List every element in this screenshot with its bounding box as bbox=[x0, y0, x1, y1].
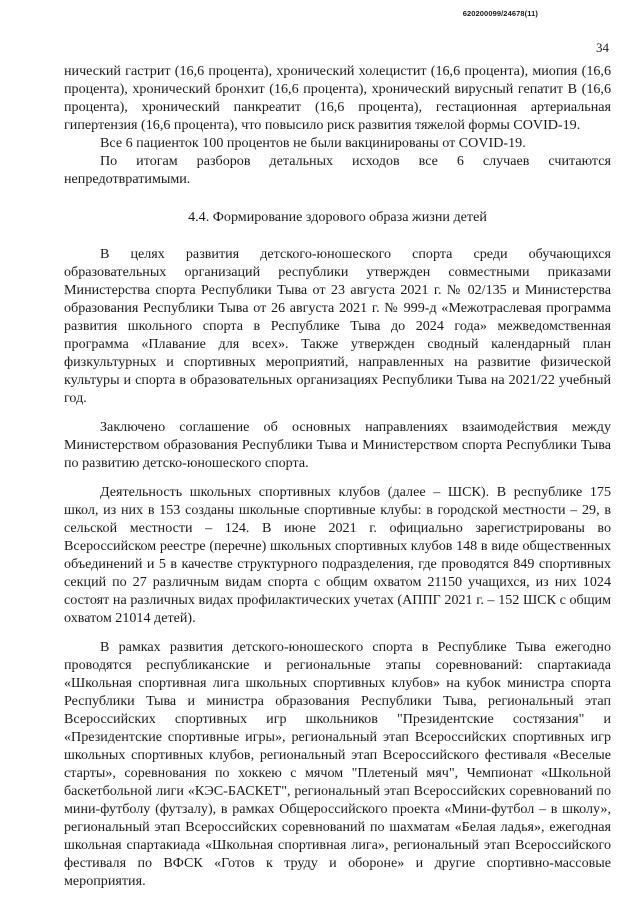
paragraph-agreement: Заключено соглашение об основных направлениях взаимодействия между Министерством образования Республики Тыва и Министерством спорта Республики Тыва по развитию детско-юношеского спорта. bbox=[64, 419, 611, 471]
paragraph-vaccination: Все 6 пациенток 100 процентов не были вакцинированы от COVID-19. bbox=[100, 135, 526, 151]
paragraph-school-sport-clubs: Деятельность школьных спортивных клубов (далее – ШСК). В республике 175 школ, из них в 153 созданы школьные спортивные клубы: в городской местности – 29, в сельской местности – 124. В июне 2021 г. официально зарегистрированы во Всероссийском реестре (перечне) школьных спортивных клубов 148 в виде общественных объединений и 5 в качестве структурного подразделения, где проводятся 849 спортивных секций по 27 различным видам спорта с общим охватом 21150 учащихся, из них 1024 состоят на различных видах профилактических учетах (АППГ 2021 г. – 152 ШСК с общим охватом 21014 детей). bbox=[64, 484, 611, 626]
paragraph-continuation: нический гастрит (16,6 процента), хронический холецистит (16,6 процента), миопия (16,6 процента), хронический бронхит (16,6 процента), хронический вирусный гепатит В (16,6 процента), хронический панкреатит (16,6 процента), гестационная артериальная гипертензия (16,6 процента), что повысило риск развития тяжелой формы COVID-19. bbox=[64, 63, 611, 133]
page-body bbox=[64, 62, 611, 890]
page-number: 34 bbox=[596, 40, 609, 55]
section-heading: 4.4. Формирование здорового образа жизни детей bbox=[188, 209, 487, 225]
paragraph-case-review: По итогам разборов детальных исходов все 6 случаев считаются непредотвратимыми. bbox=[64, 153, 611, 187]
paragraph-competitions: В рамках развития детского-юношеского спорта в Республике Тыва ежегодно проводятся республиканские и региональные этапы соревнований: спартакиада «Школьная спортивная лига школьных спортивных клубов» на кубок министра спорта Республики Тыва и министра образования Республики Тыва, региональный этап Всероссийских спортивных игр школьников "Президентские состязания" и «Президентские спортивные игры», региональный этап Всероссийских спортивных игр школьных спортивных клубов, региональный этап Всероссийского фестиваля «Веселые старты», соревнования по хоккею с мячом "Плетеный мяч", Чемпионат «Школьной баскетбольной лиги «КЭС-БАСКЕТ", региональный этап Всероссийских соревнований по мини-футболу (футзалу), в рамках Общероссийского проекта «Мини-футбол – в школу», региональный этап Всероссийских соревнований по шахматам «Белая ладья», ежегодная школьная спартакиада «Школьная спортивная лига», региональный этап Всероссийского фестиваля по ВФСК «Готов к труду и обороне» и другие спортивно-массовые мероприятия. bbox=[64, 639, 611, 889]
paragraph-sport-programs: В целях развития детского-юношеского спорта среди обучающихся образовательных организаций республики утвержден совместными приказами Министерства спорта Республики Тыва от 23 августа 2021 г. № 02/135 и Министерства образования Республики Тыва от 26 августа 2021 г. № 999-д «Межотраслевая программа развития школьного спорта в Республике Тыва до 2024 года» межведомственная программа «Плавание для всех». Также утвержден сводный календарный план физкультурных и спортивных мероприятий, направленных на развитие физической культуры и спорта в образовательных организациях Республики Тыва на 2021/22 учебный год. bbox=[64, 246, 611, 406]
document-registration-number: 620200099/24678(11) bbox=[462, 9, 538, 18]
